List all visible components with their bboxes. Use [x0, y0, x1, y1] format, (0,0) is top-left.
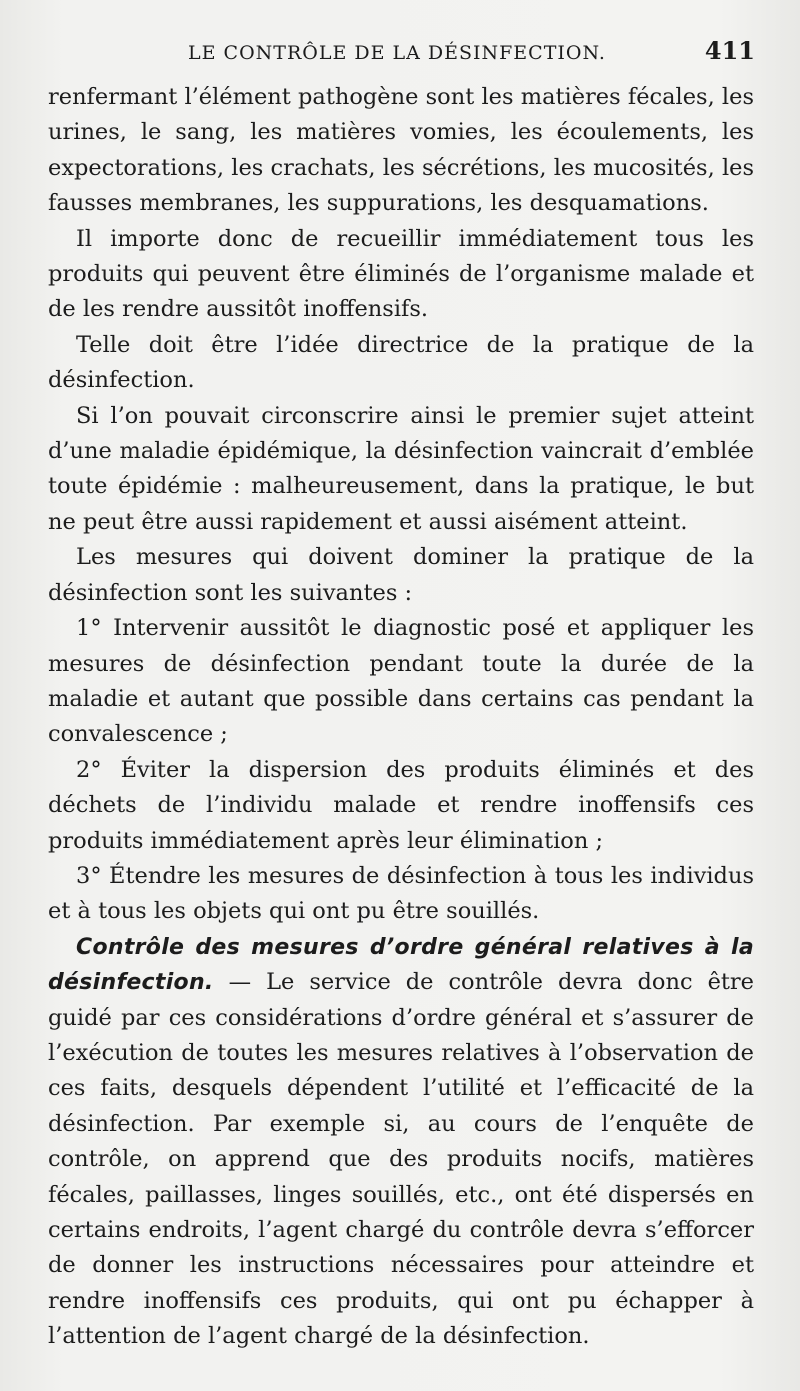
paragraph-continued: renfermant l’élément pathogène sont les matières fécales, les urines, le sang, les matières vomies, les écoulements, les expectorations, les crachats, les sécrétions, les mucosités, les fausses membranes, les suppurations, les desquamations.	[48, 84, 754, 217]
paragraph: Il importe donc de recueillir immédiatement tous les produits qui peuvent être éliminés de l’organisme malade et de les rendre aussitôt inoffensifs.	[48, 225, 754, 323]
paragraph: Telle doit être l’idée directrice de la pratique de la désinfection.	[48, 331, 754, 394]
running-title: LE CONTRÔLE DE LA DÉSINFECTION.	[188, 42, 606, 64]
paragraph: Si l’on pouvait circonscrire ainsi le premier sujet atteint d’une maladie épidémique, la désinfection vaincrait d’emblée toute épidémie : malheureusement, dans la pratique, le but ne peut être aussi rapidement et aussi aisément atteint.	[48, 402, 754, 535]
list-item-1: 1° Intervenir aussitôt le diagnostic posé et appliquer les mesures de désinfection pendant toute la durée de la maladie et autant que possible dans certains cas pendant la convalescence ;	[48, 615, 754, 748]
section-rubric: Contrôle des mesures d’ordre général relatives à la désinfection.	[48, 934, 754, 996]
list-item-2: 2° Éviter la dispersion des produits éliminés et des déchets de l’individu malade et rendre inoffensifs ces produits immédiatement après leur élimination ;	[48, 756, 754, 854]
section-text: — Le service de contrôle devra donc être guidé par ces considérations d’ordre général et s’assurer de l’exécution de toutes les mesures relatives à l’observation de ces faits, desquels dépendent l’utilité et l’efficacité de la désinfection. Par exemple si, au cours de l’enquête de contrôle, on apprend que des produits nocifs, matières fécales, paillasses, linges souillés, etc., ont été dispersés en certains endroits, l’agent chargé du contrôle devra s’efforcer de donner les instructions nécessaires pour atteindre et rendre inoffensifs ces produits, qui ont pu échapper à l’attention de l’agent chargé de la désinfection.	[48, 969, 754, 1350]
body-text	[48, 80, 754, 1355]
paragraph: Les mesures qui doivent dominer la pratique de la désinfection sont les suivantes :	[48, 544, 754, 606]
list-item-3: 3° Étendre les mesures de désinfection à tous les individus et à tous les objets qui ont pu être souillés.	[48, 862, 754, 925]
page-number: 411	[704, 36, 755, 65]
page-header	[48, 36, 755, 70]
section-paragraph	[48, 930, 754, 1355]
